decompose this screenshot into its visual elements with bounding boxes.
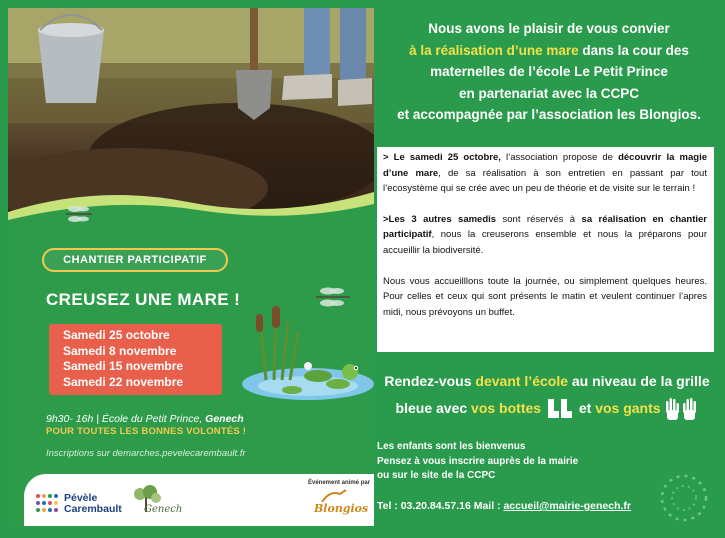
date-item: Samedi 15 novembre: [63, 359, 184, 373]
meeting-point: Rendez-vous devant l’école au niveau de la grille bleue avec vos bottes et vos gants: [378, 368, 716, 422]
paragraph-first-saturday: > Le samedi 25 octobre, l’association propose de découvrir la magie d’une mare, de sa réalisation à son entretien en passant par tout l’ecosystème qui se crée avec un peu de théorie et de visite sur le terrain !: [383, 152, 707, 195]
signup-link[interactable]: Inscriptions sur demarches.pevelecarembault.fr: [46, 448, 246, 459]
pond-illustration: [232, 306, 374, 404]
schedule-line: 9h30- 16h | École du Petit Prince, Genech: [46, 413, 244, 425]
paragraph-other-saturdays: >Les 3 autres samedis sont réservés à sa réalisation en chantier participatif, nous la creuserons ensemble et nous la préparons pour accueillir la biodiversité.: [383, 213, 707, 256]
contact-line: Tel : 03.20.84.57.16 Mail : accueil@mairie-genech.fr: [377, 500, 632, 512]
digging-photo: [8, 8, 374, 223]
logos-bar: [24, 474, 374, 526]
program-details: [377, 147, 714, 352]
pevele-carembault-logo: Pévèle Carembault: [34, 488, 118, 518]
participatory-badge: CHANTIER PARTICIPATIF: [42, 248, 228, 272]
registration-note: Les enfants sont les bienvenus Pensez à vous inscrire auprès de la mairie ou sur le site de la CCPC: [377, 441, 579, 481]
dots-icon: [34, 492, 62, 514]
blongios-logo: Événement animé par Blongios: [308, 480, 371, 515]
gloves-icon: [664, 397, 698, 421]
dragonfly-icon: [62, 204, 96, 223]
headline: CREUSEZ UNE MARE !: [46, 290, 241, 309]
intro-text: Nous avons le plaisir de vous convier à la réalisation d’une mare dans la cour des maternelles de l’école Le Petit Prince en partenariat avec la CCPC et accompagnée par l’association les Blongios.: [397, 21, 701, 122]
email-link[interactable]: accueil@mairie-genech.fr: [503, 500, 632, 512]
boots-icon: [545, 398, 575, 420]
decorative-circle-icon: [650, 470, 714, 526]
paragraph-welcome: Nous vous accueilllons toute la journée, ou simplement quelques heures. Pour celles et ceux qui sont présents le matin et veulent continuer l’apres midi, nous prévoyons un buffet.: [383, 275, 707, 318]
left-panel: [8, 8, 374, 526]
dragonfly-icon: [312, 286, 354, 308]
date-item: Samedi 8 novembre: [63, 343, 177, 358]
volunteers-callout: POUR TOUTES LES BONNES VOLONTÉS !: [46, 426, 247, 437]
date-item: Samedi 22 novembre: [63, 374, 184, 389]
genech-logo: Genech: [130, 484, 190, 518]
date-item: Samedi 25 octobre: [63, 328, 170, 342]
dates-box: [49, 324, 222, 395]
